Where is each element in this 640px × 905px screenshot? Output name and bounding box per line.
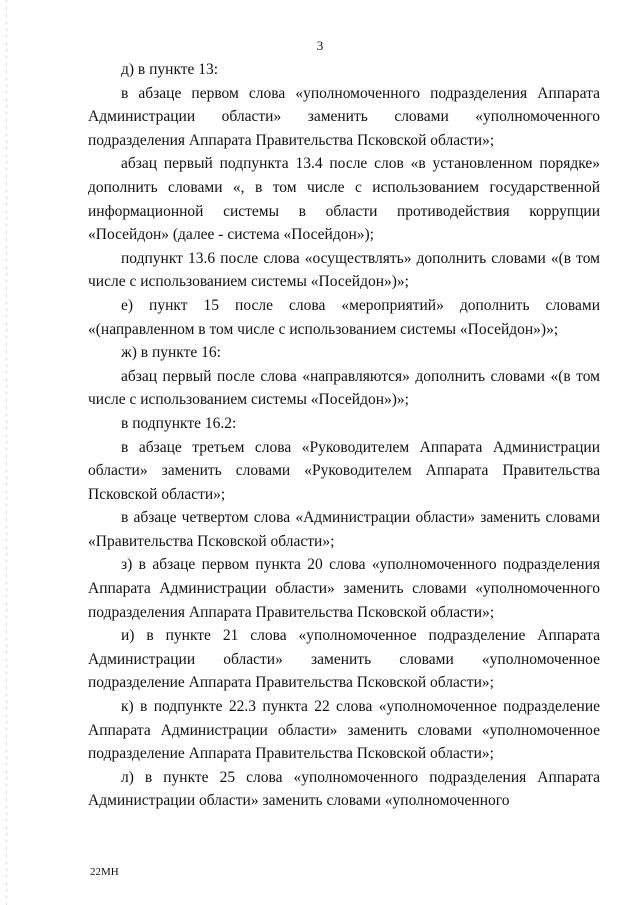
paragraph-13-6: подпункт 13.6 после слова «осуществлять» дополнить словами «(в том числе с использованием системы «Посейдон»)»; bbox=[88, 249, 600, 291]
paragraph-e: е) пункт 15 после слова «мероприятий» дополнить словами «(направленном в том числе с использованием системы «Посейдон»)»; bbox=[88, 296, 600, 338]
paragraph-k: к) в подпункте 22.3 пункта 22 слова «уполномоченное подразделение Аппарата Администрации области» заменить словами «уполномоченное подразделение Аппарата Правительства Псковской области»; bbox=[88, 698, 600, 763]
page-number: 3 bbox=[316, 38, 324, 53]
paragraph-16-2-abzac-third: в абзаце третьем слова «Руководителем Аппарата Администрации области» заменить словами «Руководителем Аппарата Правительства Псковской области»; bbox=[88, 438, 600, 503]
document-body bbox=[88, 58, 600, 813]
paragraph-l: л) в пункте 25 слова «уполномоченного подразделения Аппарата Администрации области» заменить словами «уполномоченного bbox=[88, 768, 600, 810]
paragraph-d-abzac-first: в абзаце первом слова «уполномоченного подразделения Аппарата Администрации области» заменить словами «уполномоченного подразделения Аппарата Правительства Псковской области»; bbox=[88, 84, 600, 149]
scan-edge-artifact bbox=[6, 0, 7, 905]
paragraph-16-2: в подпункте 16.2: bbox=[121, 414, 237, 432]
paragraph-z: з) в абзаце первом пункта 20 слова «уполномоченного подразделения Аппарата Администрации области» заменить словами «уполномоченного подразделения Аппарата Правительства Псковской области»; bbox=[88, 556, 600, 621]
paragraph-zh: ж) в пункте 16: bbox=[121, 344, 221, 362]
paragraph-i: и) в пункте 21 слова «уполномоченное подразделение Аппарата Администрации области» заменить словами «уполномоченное подразделение Аппарата Правительства Псковской области»; bbox=[88, 627, 600, 692]
paragraph-d: д) в пункте 13: bbox=[121, 61, 219, 78]
paragraph-16-2-abzac-fourth: в абзаце четвертом слова «Администрации области» заменить словами «Правительства Псковской области»; bbox=[88, 509, 600, 550]
footer-document-code: 22МН bbox=[90, 866, 119, 878]
paragraph-16-abzac-first: абзац первый после слова «направляются» дополнить словами «(в том числе с использованием системы «Посейдон»)»; bbox=[88, 367, 600, 409]
paragraph-13-4: абзац первый подпункта 13.4 после слов «в установленном порядке» дополнить словами «, в том числе с использованием государственной информационной системы в области противодействия коррупции «Посейдон» (далее - система «Посейдон»); bbox=[88, 155, 600, 244]
